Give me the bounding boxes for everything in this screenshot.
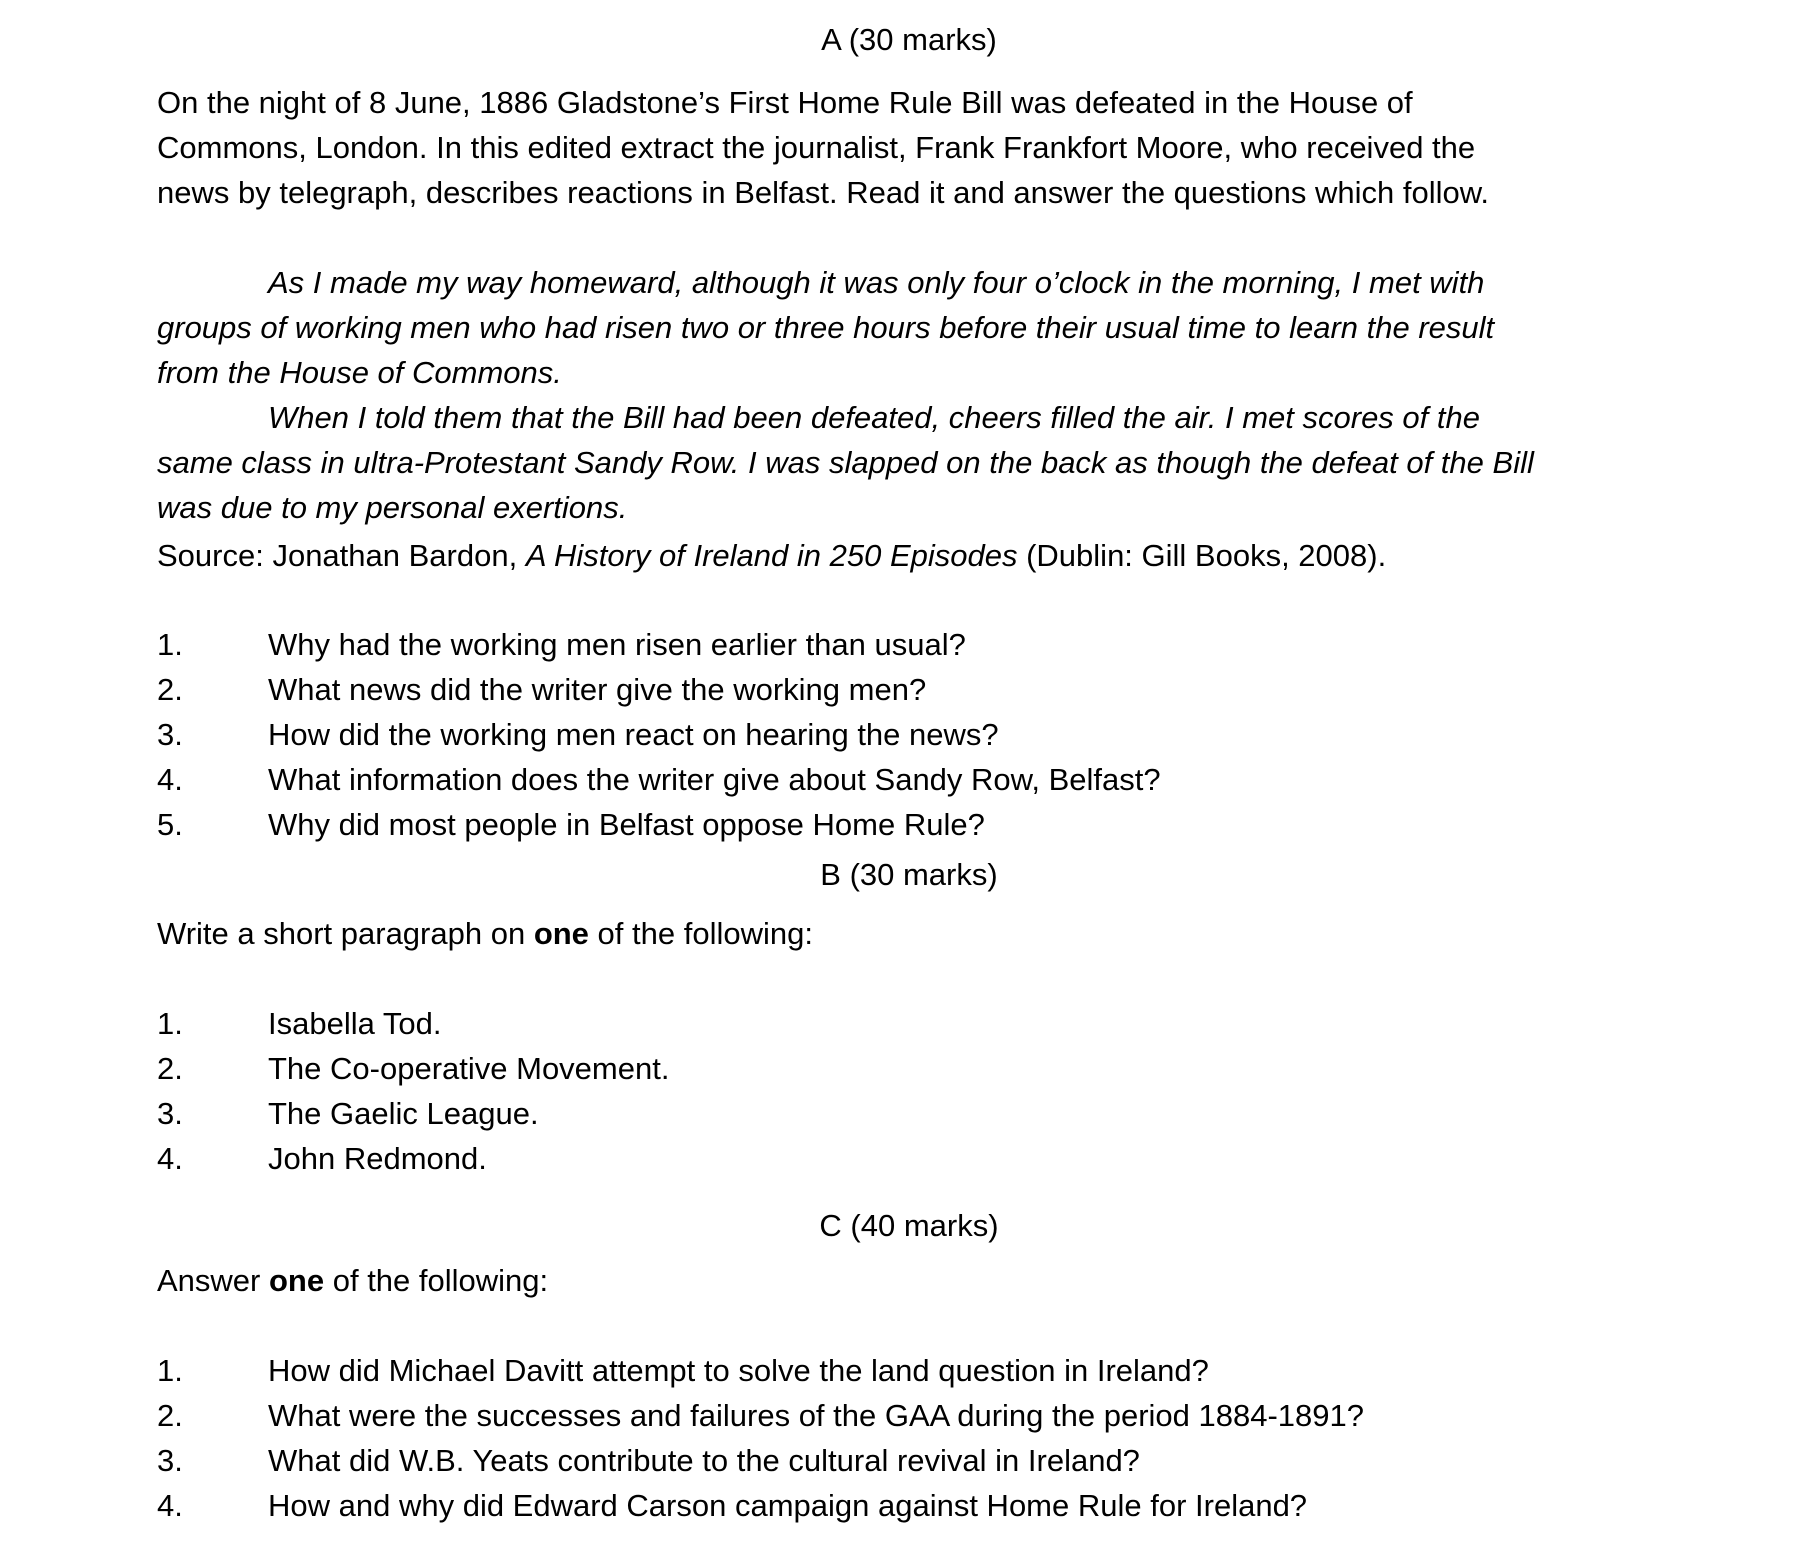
section-c-heading: C (40 marks) xyxy=(819,1208,999,1243)
section-a-heading: A (30 marks) xyxy=(821,22,997,57)
question-text: How did the working men react on hearing the news? xyxy=(268,717,999,752)
extract-line-2: groups of working men who had risen two or three hours before their usual time to learn the result xyxy=(157,310,1495,345)
question-number: 1. xyxy=(157,627,183,662)
question-text: What were the successes and failures of the GAA during the period 1884-1891? xyxy=(268,1398,1365,1433)
source-title: A History of Ireland in 250 Episodes xyxy=(525,538,1018,573)
question-number: 1. xyxy=(157,1353,183,1388)
source-suffix: (Dublin: Gill Books, 2008). xyxy=(1017,538,1387,573)
question-number: 2. xyxy=(157,1398,183,1433)
question-number: 4. xyxy=(157,1488,183,1523)
instruction-pre: Write a short paragraph on xyxy=(157,916,534,951)
question-text: What information does the writer give about Sandy Row, Belfast? xyxy=(268,762,1161,797)
source-prefix: Source: Jonathan Bardon, xyxy=(157,538,526,573)
intro-line-2: Commons, London. In this edited extract the journalist, Frank Frankfort Moore, who received the xyxy=(157,130,1476,165)
instruction-post: of the following: xyxy=(588,916,813,951)
question-number: 3. xyxy=(157,717,183,752)
question-number: 5. xyxy=(157,807,183,842)
instruction-bold: one xyxy=(268,1263,325,1298)
question-text: Why had the working men risen earlier than usual? xyxy=(268,627,966,662)
extract-line-3: from the House of Commons. xyxy=(157,355,562,390)
question-text: The Gaelic League. xyxy=(268,1096,539,1131)
question-text: The Co-operative Movement. xyxy=(268,1051,670,1086)
question-number: 4. xyxy=(157,762,183,797)
instruction-post: of the following: xyxy=(324,1263,549,1298)
extract-line-4: When I told them that the Bill had been defeated, cheers filled the air. I met scores of the xyxy=(268,400,1480,435)
question-number: 2. xyxy=(157,1051,183,1086)
section-b-instruction xyxy=(157,916,813,952)
question-number: 4. xyxy=(157,1141,183,1176)
question-text: What did W.B. Yeats contribute to the cultural revival in Ireland? xyxy=(268,1443,1140,1478)
question-text: Isabella Tod. xyxy=(268,1006,442,1041)
question-text: John Redmond. xyxy=(268,1141,487,1176)
section-c-instruction xyxy=(157,1263,548,1299)
instruction-bold: one xyxy=(533,916,589,951)
extract-line-5: same class in ultra-Protestant Sandy Row. I was slapped on the back as though the defeat of the Bill xyxy=(157,445,1534,480)
question-text: Why did most people in Belfast oppose Home Rule? xyxy=(268,807,985,842)
intro-line-3: news by telegraph, describes reactions in Belfast. Read it and answer the questions which follow. xyxy=(157,175,1490,210)
question-number: 3. xyxy=(157,1443,183,1478)
instruction-pre: Answer xyxy=(157,1263,269,1298)
question-text: What news did the writer give the working men? xyxy=(268,672,927,707)
source-citation xyxy=(157,538,1386,574)
question-text: How did Michael Davitt attempt to solve the land question in Ireland? xyxy=(268,1353,1209,1388)
question-number: 3. xyxy=(157,1096,183,1131)
question-number: 1. xyxy=(157,1006,183,1041)
question-text: How and why did Edward Carson campaign against Home Rule for Ireland? xyxy=(268,1488,1308,1523)
question-number: 2. xyxy=(157,672,183,707)
extract-line-6: was due to my personal exertions. xyxy=(157,490,628,525)
section-b-heading: B (30 marks) xyxy=(820,857,998,892)
extract-line-1: As I made my way homeward, although it was only four o’clock in the morning, I met with xyxy=(268,265,1485,300)
intro-line-1: On the night of 8 June, 1886 Gladstone’s First Home Rule Bill was defeated in the House of xyxy=(157,85,1413,120)
